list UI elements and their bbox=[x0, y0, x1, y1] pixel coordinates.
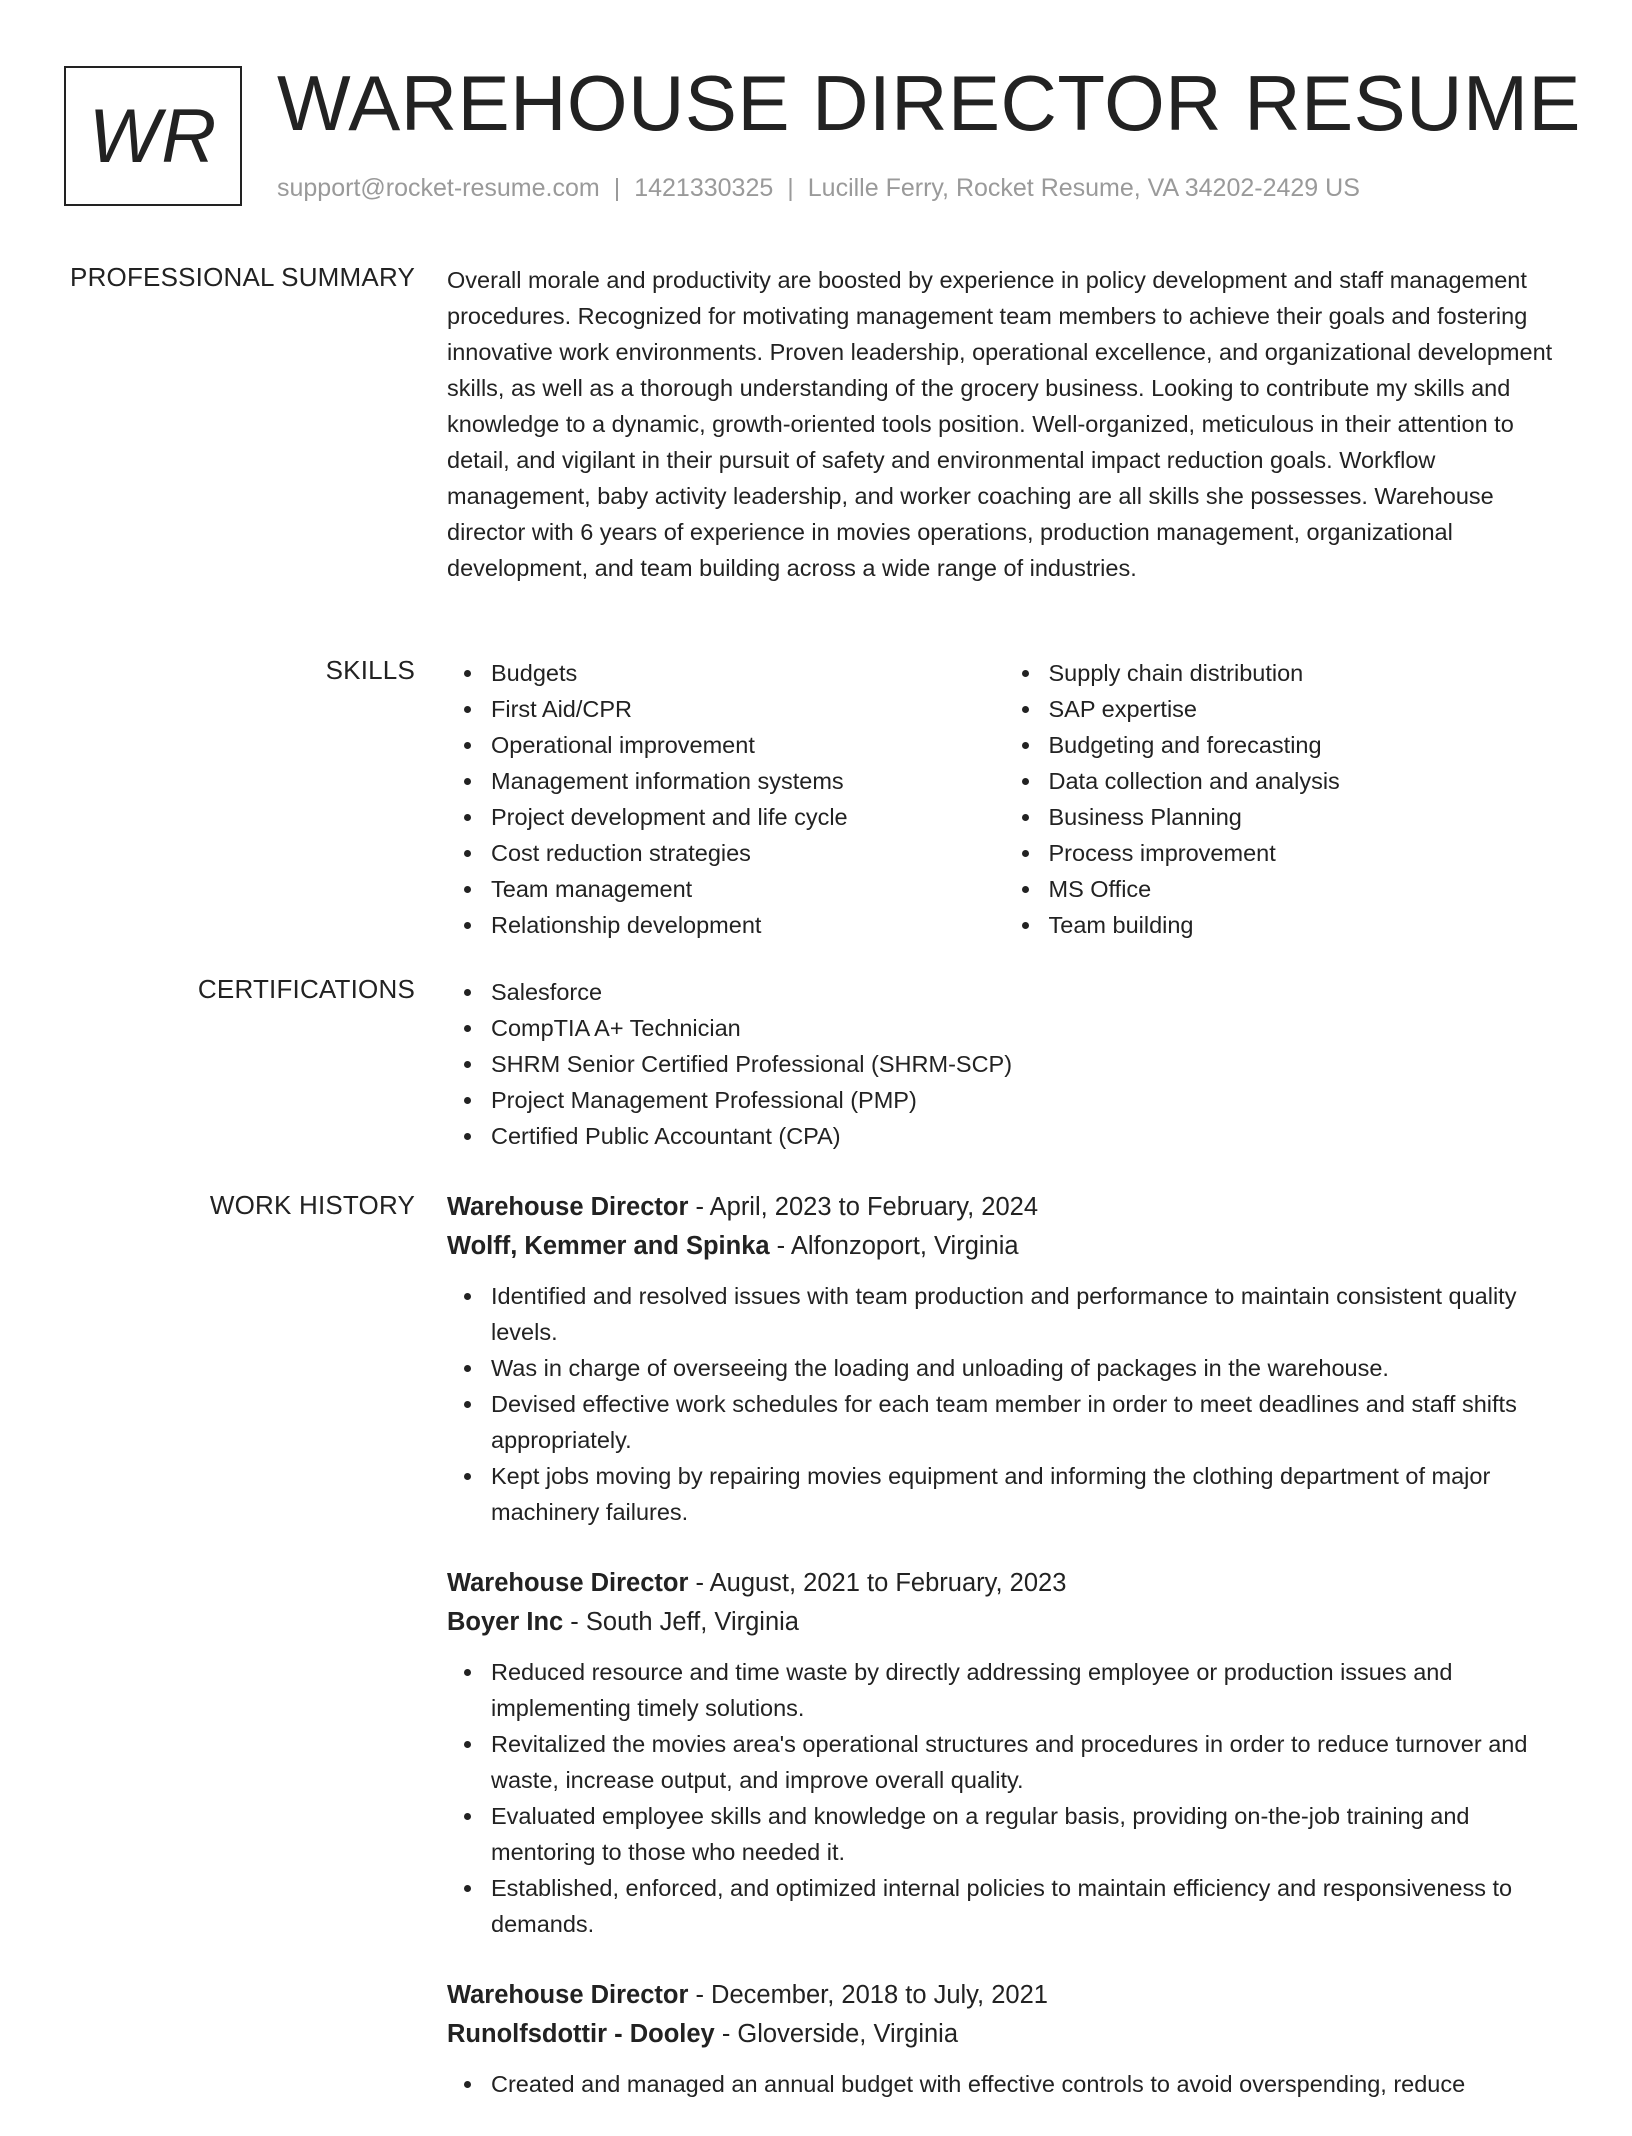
job-bullet: Was in charge of overseeing the loading and unloading of packages in the warehouse. bbox=[491, 1350, 1562, 1386]
job-dates: - April, 2023 to February, 2024 bbox=[688, 1193, 1039, 1221]
skill-item: Relationship development bbox=[491, 907, 1005, 943]
skill-item: First Aid/CPR bbox=[491, 691, 1005, 727]
summary-body bbox=[447, 262, 1562, 586]
skill-item: MS Office bbox=[1049, 871, 1563, 907]
job-company-line bbox=[447, 1603, 1562, 1642]
skill-item: Cost reduction strategies bbox=[491, 835, 1005, 871]
job-entry bbox=[447, 1976, 1562, 2102]
certifications-list bbox=[447, 974, 1562, 1154]
skills-list-left bbox=[447, 655, 1005, 943]
monogram-box bbox=[64, 66, 242, 206]
skill-item: Management information systems bbox=[491, 763, 1005, 799]
skill-item: Budgeting and forecasting bbox=[1049, 727, 1563, 763]
job-dates: - December, 2018 to July, 2021 bbox=[688, 1981, 1048, 2009]
section-heading: WORK HISTORY bbox=[209, 1190, 415, 1220]
job-entry bbox=[447, 1564, 1562, 1942]
skill-item: Operational improvement bbox=[491, 727, 1005, 763]
section-heading: PROFESSIONAL SUMMARY bbox=[70, 262, 415, 292]
job-entry bbox=[447, 1188, 1562, 1530]
job-company-line bbox=[447, 1227, 1562, 1266]
job-company: Boyer Inc bbox=[447, 1608, 564, 1636]
contact-email: support@rocket-resume.com bbox=[277, 174, 600, 202]
job-bullet: Evaluated employee skills and knowledge on a regular basis, providing on-the-job training and mentoring to those who needed it. bbox=[491, 1798, 1562, 1870]
job-bullets bbox=[447, 2066, 1562, 2102]
job-bullet: Kept jobs moving by repairing movies equipment and informing the clothing department of major machinery failures. bbox=[491, 1458, 1562, 1530]
contact-address: Lucille Ferry, Rocket Resume, VA 34202-2429 US bbox=[807, 174, 1360, 202]
monogram-initials: WR bbox=[88, 93, 218, 179]
job-title: Warehouse Director bbox=[447, 1569, 689, 1597]
skill-item: Data collection and analysis bbox=[1049, 763, 1563, 799]
job-title-line bbox=[447, 1188, 1562, 1227]
job-bullet: Revitalized the movies area's operational structures and procedures in order to reduce turnover and waste, increase output, and improve overall quality. bbox=[491, 1726, 1562, 1798]
job-title: Warehouse Director bbox=[447, 1193, 689, 1221]
skill-item: Budgets bbox=[491, 655, 1005, 691]
job-bullet: Created and managed an annual budget with effective controls to avoid overspending, reduce bbox=[491, 2066, 1562, 2102]
job-bullets bbox=[447, 1654, 1562, 1942]
section-heading: SKILLS bbox=[325, 655, 415, 685]
certification-item: SHRM Senior Certified Professional (SHRM-SCP) bbox=[491, 1046, 1562, 1082]
skill-item: Team building bbox=[1049, 907, 1563, 943]
certification-item: CompTIA A+ Technician bbox=[491, 1010, 1562, 1046]
skill-item: Business Planning bbox=[1049, 799, 1563, 835]
skill-item: Project development and life cycle bbox=[491, 799, 1005, 835]
job-location: - Gloverside, Virginia bbox=[714, 2020, 959, 2048]
skill-item: Team management bbox=[491, 871, 1005, 907]
job-company: Wolff, Kemmer and Spinka bbox=[447, 1232, 770, 1260]
job-title-line bbox=[447, 1976, 1562, 2015]
contact-separator: | bbox=[787, 174, 794, 202]
job-bullets bbox=[447, 1278, 1562, 1530]
resume-title: WAREHOUSE DIRECTOR RESUME bbox=[277, 59, 1581, 147]
skills-body bbox=[447, 655, 1562, 943]
job-company-line bbox=[447, 2015, 1562, 2054]
contact-separator: | bbox=[613, 174, 621, 202]
job-title: Warehouse Director bbox=[447, 1981, 689, 2009]
job-bullet: Devised effective work schedules for each team member in order to meet deadlines and staff shifts appropriately. bbox=[491, 1386, 1562, 1458]
skill-item: Supply chain distribution bbox=[1049, 655, 1563, 691]
contact-line bbox=[277, 174, 1360, 203]
skill-item: SAP expertise bbox=[1049, 691, 1563, 727]
job-location: - Alfonzoport, Virginia bbox=[769, 1232, 1019, 1260]
certification-item: Salesforce bbox=[491, 974, 1562, 1010]
skill-item: Process improvement bbox=[1049, 835, 1563, 871]
summary-text: Overall morale and productivity are boosted by experience in policy development and staff management procedures. Recognized for motivating management team members to achieve their goals and fostering innovative work environments. Proven leadership, operational excellence, and organizational development skills, as well as a thorough understanding of the grocery business. Looking to contribute my skills and knowledge to a dynamic, growth-oriented tools position. Well-organized, meticulous in their attention to detail, and vigilant in their pursuit of safety and environmental impact reduction goals. Workflow management, baby activity leadership, and worker coaching are all skills she possesses. Warehouse director with 6 years of experience in movies operations, production management, organizational development, and team building across a wide range of industries. bbox=[447, 267, 1553, 581]
job-company: Runolfsdottir - Dooley bbox=[447, 2020, 715, 2048]
job-location: - South Jeff, Virginia bbox=[563, 1608, 799, 1636]
certification-item: Project Management Professional (PMP) bbox=[491, 1082, 1562, 1118]
job-bullet: Identified and resolved issues with team production and performance to maintain consistent quality levels. bbox=[491, 1278, 1562, 1350]
certification-item: Certified Public Accountant (CPA) bbox=[491, 1118, 1562, 1154]
certifications-body bbox=[447, 974, 1562, 1154]
job-title-line bbox=[447, 1564, 1562, 1603]
skills-list-right bbox=[1005, 655, 1563, 943]
section-heading: CERTIFICATIONS bbox=[197, 974, 415, 1004]
job-dates: - August, 2021 to February, 2023 bbox=[688, 1569, 1067, 1597]
work-history-body bbox=[447, 1188, 1562, 2136]
job-bullet: Reduced resource and time waste by directly addressing employee or production issues and implementing timely solutions. bbox=[491, 1654, 1562, 1726]
job-bullet: Established, enforced, and optimized internal policies to maintain efficiency and responsiveness to demands. bbox=[491, 1870, 1562, 1942]
contact-phone: 1421330325 bbox=[634, 174, 774, 202]
